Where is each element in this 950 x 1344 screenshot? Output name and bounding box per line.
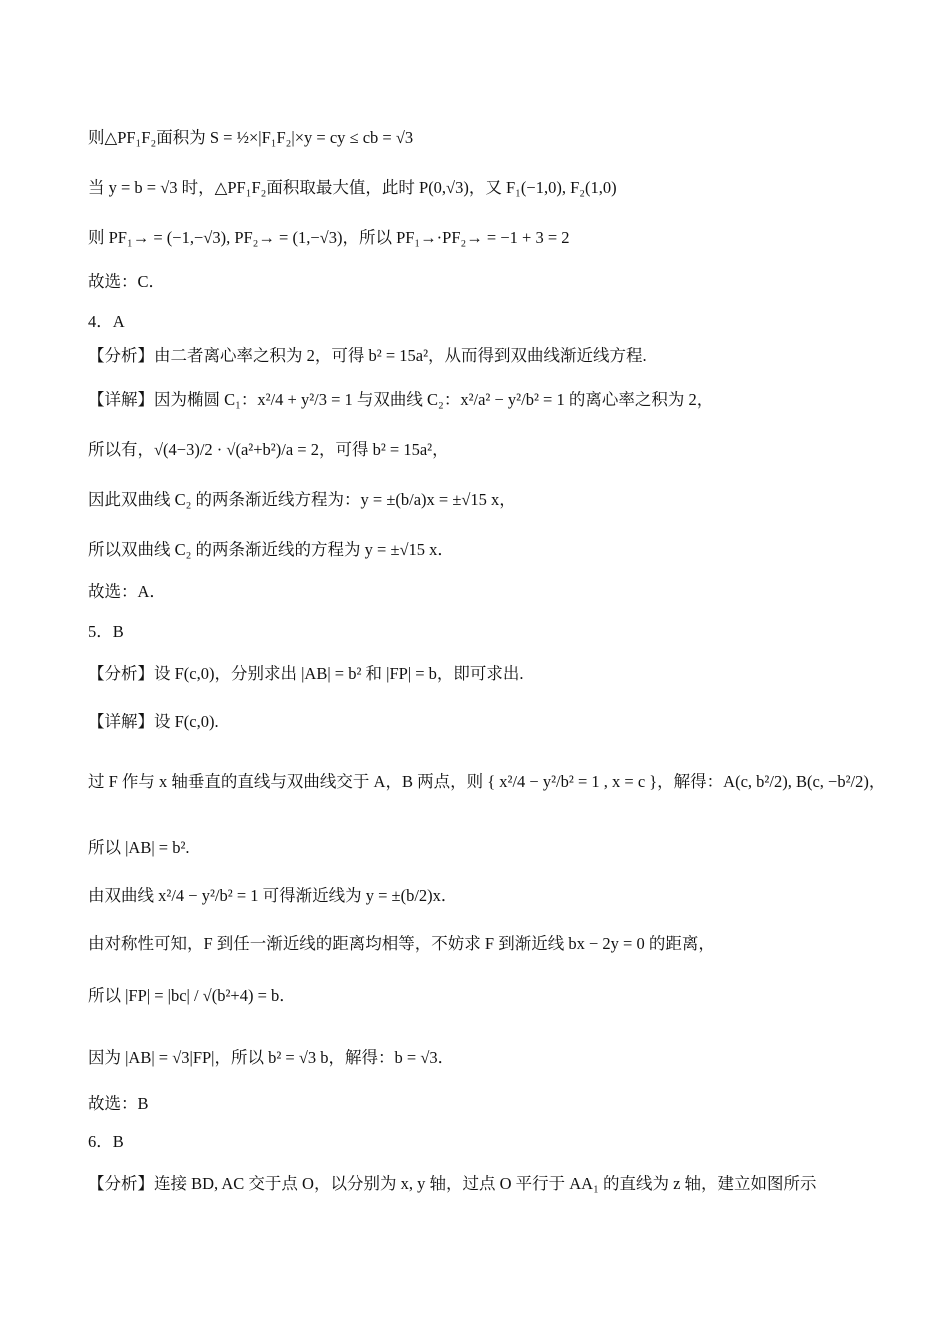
question-number: 6．B bbox=[88, 1132, 124, 1151]
text-line: 因此双曲线 C₂ 的两条渐近线方程为：y = ±(b/a)x = ±√15 x， bbox=[88, 490, 516, 509]
question-number: 4．A bbox=[88, 312, 125, 331]
analysis-line: 【分析】连接 BD, AC 交于点 O，以分别为 x, y 轴，过点 O 平行于 AA₁ 的直线为 z 轴，建立如图所示 bbox=[88, 1174, 817, 1193]
text-line: 故选：C． bbox=[88, 272, 166, 291]
text-line: 因为 |AB| = √3|FP|，所以 b² = √3 b，解得：b = √3． bbox=[88, 1048, 455, 1067]
text-line: 故选：B bbox=[88, 1094, 149, 1113]
text-line: 当 y = b = √3 时，△PF₁F₂面积取最大值，此时 P(0,√3)，又 F₁(−1,0), F₂(1,0) bbox=[88, 178, 617, 197]
analysis-line: 【分析】设 F(c,0)，分别求出 |AB| = b² 和 |FP| = b，即可求出. bbox=[88, 664, 524, 683]
text-line: 则△PF₁F₂面积为 S = ½×|F₁F₂|×y = cy ≤ cb = √3 bbox=[88, 128, 414, 147]
detail-line: 【详解】设 F(c,0). bbox=[88, 712, 219, 731]
analysis-line: 【分析】由二者离心率之积为 2，可得 b² = 15a²，从而得到双曲线渐近线方程. bbox=[88, 346, 647, 365]
text-line: 由对称性可知，F 到任一渐近线的距离均相等，不妨求 F 到渐近线 bx − 2y = 0 的距离， bbox=[88, 934, 715, 953]
detail-line: 【详解】因为椭圆 C₁：x²/4 + y²/3 = 1 与双曲线 C₂：x²/a² − y²/b² = 1 的离心率之积为 2， bbox=[88, 390, 714, 409]
text-line: 由双曲线 x²/4 − y²/b² = 1 可得渐近线为 y = ±(b/2)x． bbox=[88, 886, 458, 905]
text-line: 所以 |FP| = |bc| / √(b²+4) = b． bbox=[88, 986, 296, 1005]
text-line: 则 PF₁→ = (−1,−√3), PF₂→ = (1,−√3)，所以 PF₁→·PF₂→ = −1 + 3 = 2 bbox=[88, 228, 570, 247]
text-line: 故选：A． bbox=[88, 582, 166, 601]
question-number: 5．B bbox=[88, 622, 124, 641]
text-line: 所以有，√(4−3)/2 · √(a²+b²)/a = 2，可得 b² = 15a²， bbox=[88, 440, 449, 459]
text-line: 过 F 作与 x 轴垂直的直线与双曲线交于 A，B 两点，则 { x²/4 − y²/b² = 1 , x = c }，解得：A(c, b²/2), B(c, −b²/2)， bbox=[88, 772, 886, 791]
text-line: 所以 |AB| = b². bbox=[88, 838, 190, 857]
text-line: 所以双曲线 C₂ 的两条渐近线的方程为 y = ±√15 x． bbox=[88, 540, 454, 559]
